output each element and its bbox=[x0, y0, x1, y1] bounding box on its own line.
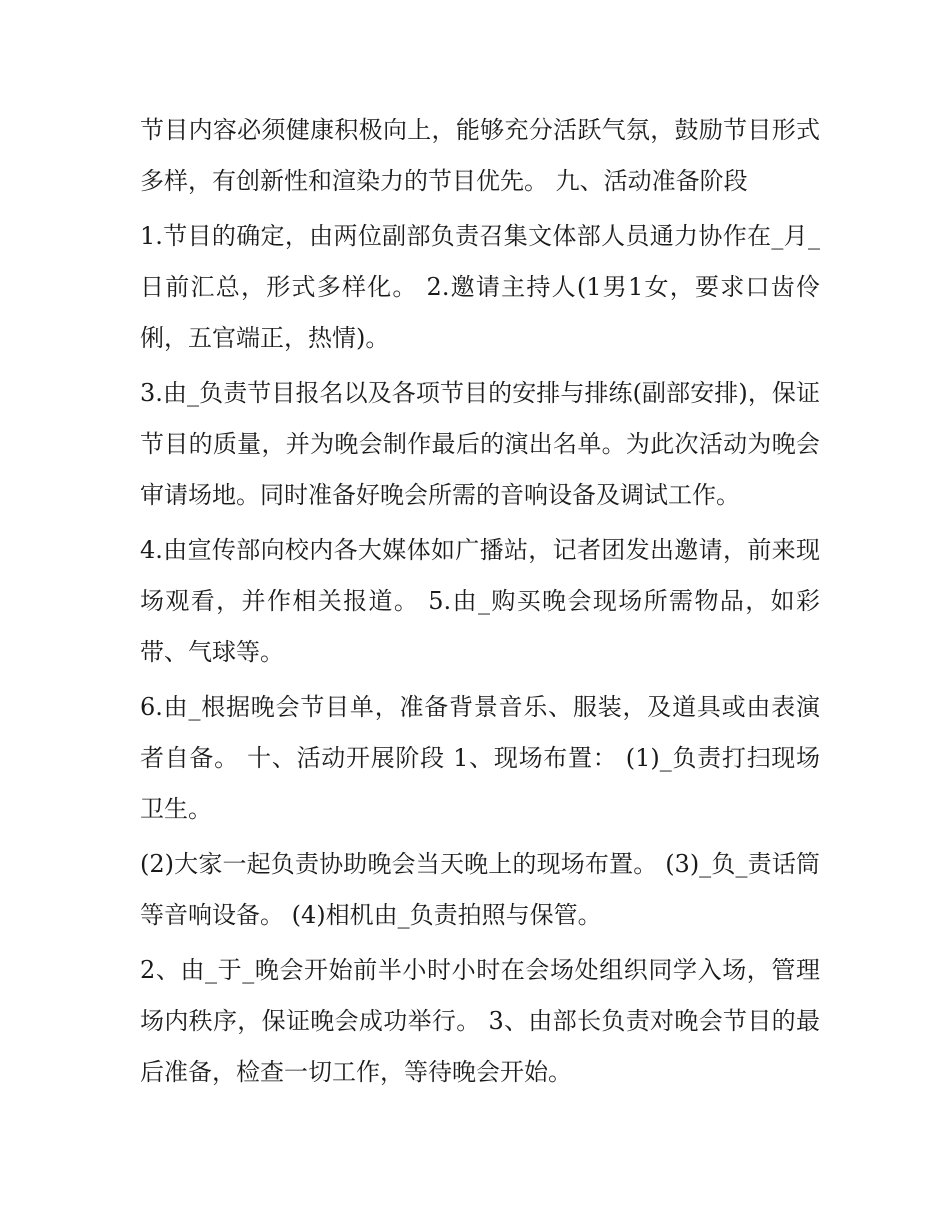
paragraph-setup-duties: (2)大家一起负责协助晚会当天晚上的现场布置。 (3)_负_责话筒等音响设备。 (4)相机由_负责拍照与保管。 bbox=[140, 850, 820, 929]
paragraph-item-3: 3.由_负责节目报名以及各项节目的安排与排练(副部安排)，保证节目的质量，并为晚会制作最后的演出名单。为此次活动为晚会审请场地。同时准备好晚会所需的音响设备及调试工作。 bbox=[140, 379, 820, 509]
paragraph-item-4-5: 4.由宣传部向校内各大媒体如广播站，记者团发出邀请，前来现场观看，并作相关报道。 5.由_购买晚会现场所需物品，如彩带、气球等。 bbox=[140, 536, 820, 666]
paragraph-item-6: 6.由_根据晚会节目单，准备背景音乐、服装，及道具或由表演者自备。 十、活动开展阶段 1、现场布置： (1)_负责打扫现场卫生。 bbox=[140, 693, 820, 823]
paragraph-item-1-2: 1.节目的确定，由两位副部负责召集文体部人员通力协作在_月_日前汇总，形式多样化。 2.邀请主持人(1男1女，要求口齿伶俐，五官端正，热情)。 bbox=[140, 222, 820, 352]
document-body bbox=[140, 105, 820, 1102]
paragraph-entry-and-final-prep: 2、由_于_晚会开始前半小时小时在会场处组织同学入场，管理场内秩序，保证晚会成功举行。 3、由部长负责对晚会节目的最后准备，检查一切工作，等待晚会开始。 bbox=[140, 956, 820, 1086]
paragraph-program-requirements: 节目内容必须健康积极向上，能够充分活跃气氛，鼓励节目形式多样，有创新性和渲染力的节目优先。 九、活动准备阶段 bbox=[140, 116, 820, 195]
